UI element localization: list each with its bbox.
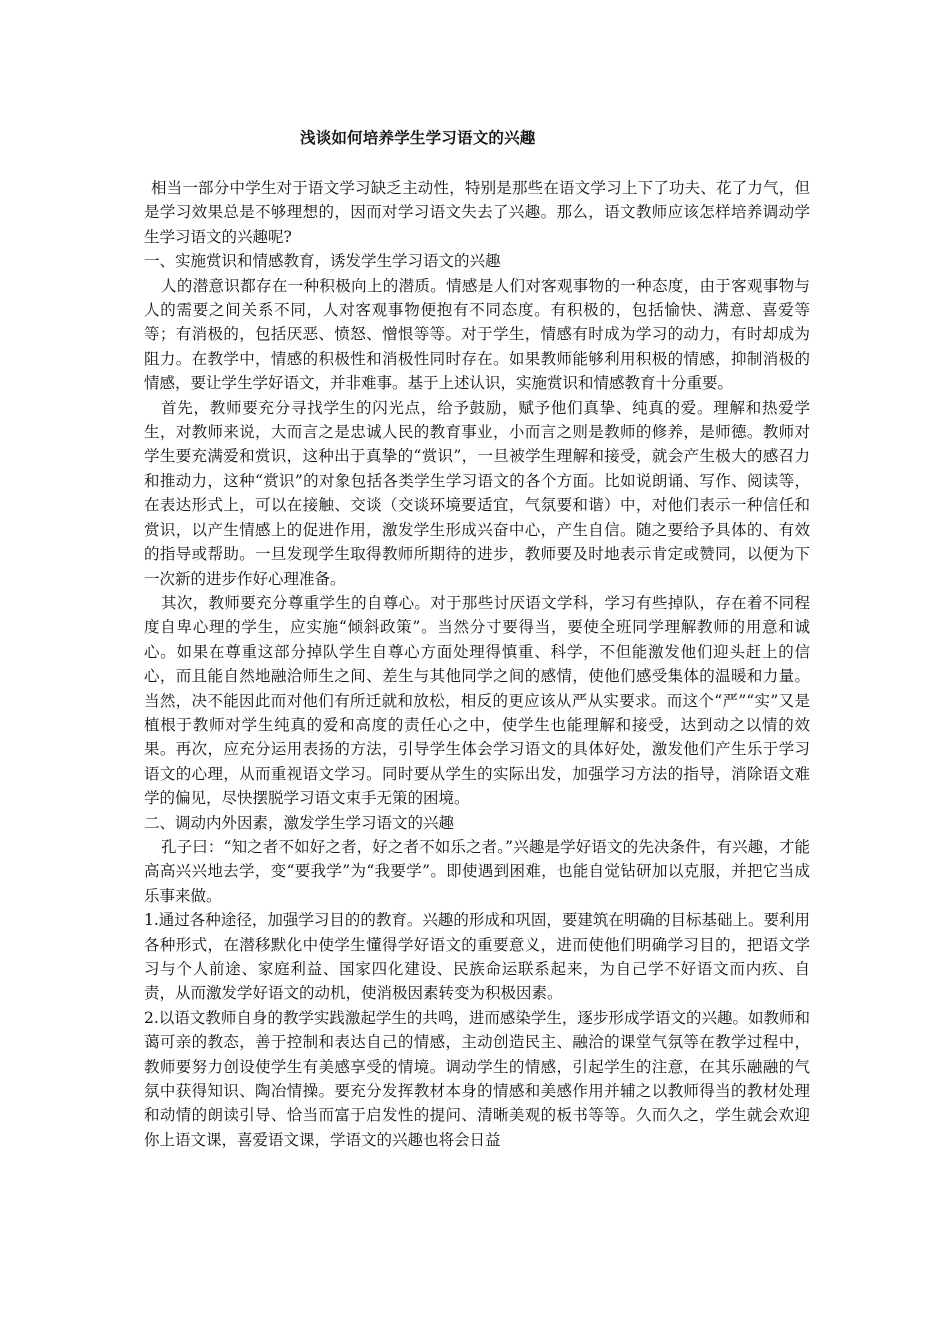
document-title: 浅谈如何培养学生学习语文的兴趣 bbox=[300, 128, 536, 147]
numbered-paragraph-2: 2.以语文教师自身的教学实践激起学生的共鸣，进而感染学生，逐步形成学语文的兴趣。如教师和蔼可亲的教态，善于控制和表达自己的情感，主动创造民主、融洽的课堂气氛等在教学过程中，教师要努力创设使学生有美感享受的情境。调动学生的情感，引起学生的注意，在其乐融融的气氛中获得知识、陶冶情操。要充分发挥教材本身的情感和美感作用并辅之以教师得当的教材处理和动情的朗读引导、恰当而富于启发性的提问、清晰美观的板书等等。久而久之，学生就会欢迎你上语文课，喜爱语文课，学语文的兴趣也将会日益 bbox=[144, 1008, 810, 1149]
section-heading-1: 一、实施赏识和情感教育，诱发学生学习语文的兴趣 bbox=[144, 252, 501, 271]
section-heading-2: 二、调动内外因素，激发学生学习语文的兴趣 bbox=[144, 813, 455, 832]
body-paragraph: 人的潜意识都存在一种积极向上的潜质。情感是人们对客观事物的一种态度，由于客观事物与人的需要之间关系不同，人对客观事物便抱有不同态度。有积极的，包括愉快、满意、喜爱等等；有消极的，包括厌恶、愤怒、憎恨等等。对于学生，情感有时成为学习的动力，有时却成为阻力。在教学中，情感的积极性和消极性同时存在。如果教师能够利用积极的情感，抑制消极的情感，要让学生学好语文，并非难事。基于上述认识，实施赏识和情感教育十分重要。 bbox=[144, 276, 810, 393]
document-body bbox=[144, 176, 810, 1152]
intro-paragraph: 相当一部分中学生对于语文学习缺乏主动性，特别是那些在语文学习上下了功夫、花了力气，但是学习效果总是不够理想的，因而对学习语文失去了兴趣。那么，语文教师应该怎样培养调动学生学习语文的兴趣呢? bbox=[144, 179, 810, 246]
body-paragraph: 其次，教师要充分尊重学生的自尊心。对于那些讨厌语文学科，学习有些掉队，存在着不同程度自卑心理的学生，应实施“倾斜政策”。当然分寸要得当，要使全班同学理解教师的用意和诚心。如果在尊重这部分掉队学生自尊心方面处理得慎重、科学，不但能激发他们迎头赶上的信心，而且能自然地融洽师生之间、差生与其他同学之间的感情，使他们感受集体的温暖和力量。当然，决不能因此而对他们有所迁就和放松，相反的更应该从严从实要求。而这个“严”“实”又是植根于教师对学生纯真的爱和高度的责任心之中，使学生也能理解和接受，达到动之以情的效果。再次，应充分运用表扬的方法，引导学生体会学习语文的具体好处，激发他们产生乐于学习语文的心理，从而重视语文学习。同时要从学生的实际出发，加强学习方法的指导，消除语文难学的偏见，尽快摆脱学习语文束手无策的困境。 bbox=[144, 593, 810, 808]
body-paragraph: 孔子曰：“知之者不如好之者，好之者不如乐之者。”兴趣是学好语文的先决条件，有兴趣，才能高高兴兴地去学，变“要我学”为“我要学”。即使遇到困难，也能自觉钻研加以克服，并把它当成乐事来做。 bbox=[144, 837, 810, 905]
body-paragraph: 首先，教师要充分寻找学生的闪光点，给予鼓励，赋予他们真挚、纯真的爱。理解和热爱学生，对教师来说，大而言之是忠诚人民的教育事业，小而言之则是教师的修养，是师德。教师对学生要充满爱和赏识，这种出于真挚的“赏识”，一旦被学生理解和接受，就会产生极大的感召力和推动力，这种“赏识”的对象包括各类学生学习语文的各个方面。比如说朗诵、写作、阅读等，在表达形式上，可以在接触、交谈（交谈环境要适宜，气氛要和谐）中，对他们表示一种信任和赏识，以产生情感上的促进作用，激发学生形成兴奋中心，产生自信。随之要给予具体的、有效的指导或帮助。一旦发现学生取得教师所期待的进步，教师要及时地表示肯定或赞同，以便为下一次新的进步作好心理准备。 bbox=[144, 398, 810, 588]
numbered-paragraph-1: 1.通过各种途径，加强学习目的的教育。兴趣的形成和巩固，要建筑在明确的目标基础上。要利用各种形式，在潜移默化中使学生懂得学好语文的重要意义，进而使他们明确学习目的，把语文学习与个人前途、家庭利益、国家四化建设、民族命运联系起来，为自己学不好语文而内疚、自责，从而激发学好语文的动机，使消极因素转变为积极因素。 bbox=[144, 911, 810, 1003]
